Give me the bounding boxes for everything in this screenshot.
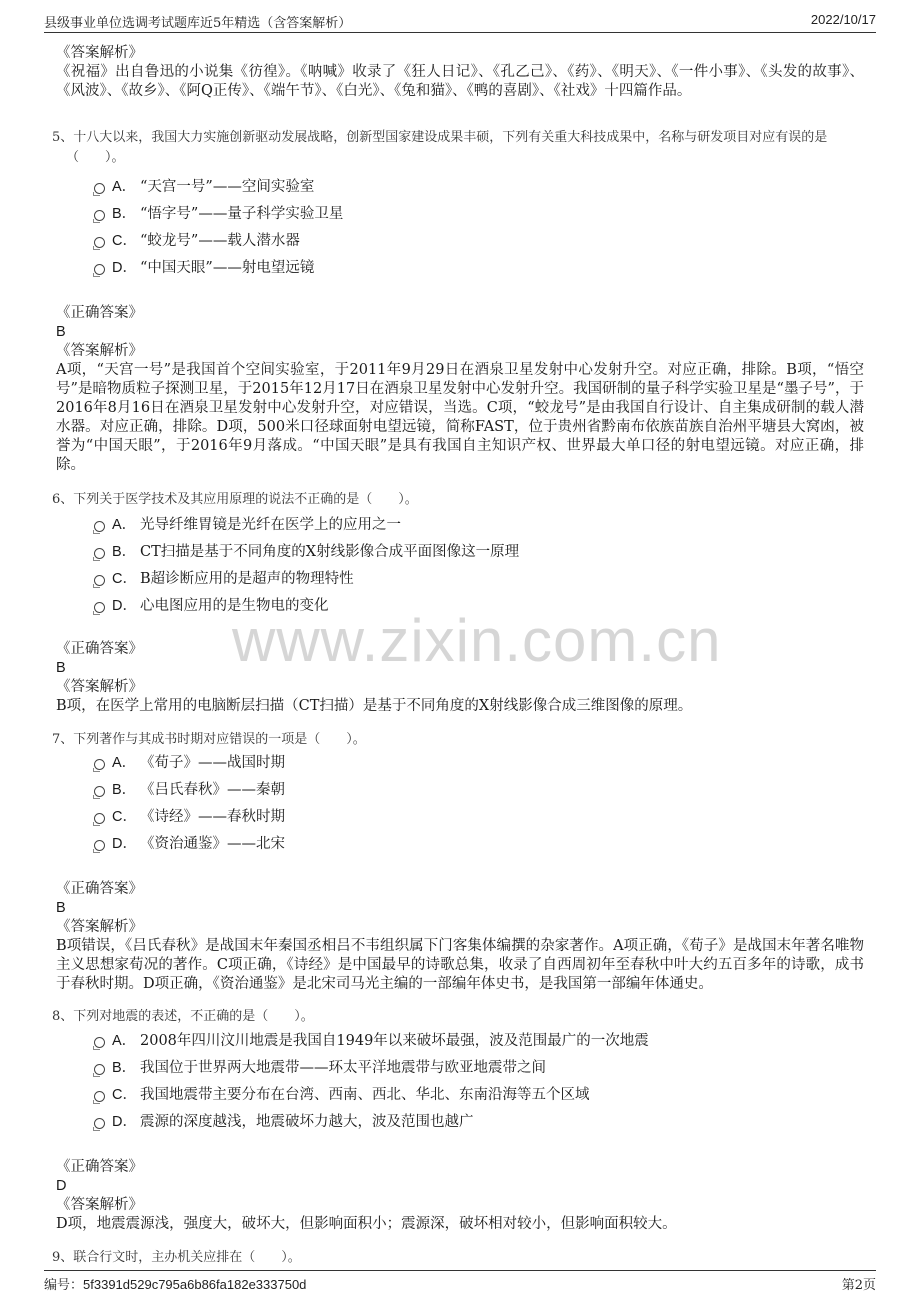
option-a[interactable]: A． “天宫一号”——空间实验室 <box>92 174 864 201</box>
correct-answer-label: 《正确答案》 <box>56 881 143 897</box>
watermark-text: www.zixin.com.cn <box>232 607 722 674</box>
analysis-text: B项，在医学上常用的电脑断层扫描（CT扫描）是基于不同角度的X射线影像合成三维图像的原理。 <box>56 698 693 714</box>
option-text: 2008年四川汶川地震是我国自1949年以来破坏最强，波及范围最广的一次地震 <box>140 1033 649 1049</box>
option-a[interactable]: A． 光导纤维胃镜是光纤在医学上的应用之一 <box>92 512 864 539</box>
option-b[interactable]: B． 《吕氏春秋》——秦朝 <box>92 777 864 804</box>
option-b[interactable]: B． 我国位于世界两大地震带——环太平洋地震带与欧亚地震带之间 <box>92 1055 864 1082</box>
option-a[interactable]: A． 2008年四川汶川地震是我国自1949年以来破坏最强，波及范围最广的一次地震 <box>92 1028 864 1055</box>
correct-answer: B <box>56 660 66 676</box>
correct-answer: B <box>56 324 66 340</box>
radio-icon[interactable] <box>94 813 105 824</box>
option-c[interactable]: C． “蛟龙号”——载人潜水器 <box>92 228 864 255</box>
radio-icon[interactable] <box>94 786 105 797</box>
analysis-text: D项，地震震源浅，强度大，破坏大，但影响面积小；震源深，破坏相对较小，但影响面积较大。 <box>56 1216 677 1232</box>
option-a[interactable]: A． 《荀子》——战国时期 <box>92 750 864 777</box>
option-c[interactable]: C． 《诗经》——春秋时期 <box>92 804 864 831</box>
option-text: 震源的深度越浅，地震破坏力越大，波及范围也越广 <box>140 1114 474 1130</box>
radio-icon[interactable] <box>94 602 105 613</box>
option-text: “天宫一号”——空间实验室 <box>140 179 315 195</box>
analysis-label: 《答案解析》 <box>56 45 143 61</box>
question-stem: 6、下列关于医学技术及其应用原理的说法不正确的是（ ）。 <box>52 492 418 507</box>
option-c[interactable]: C． 我国地震带主要分布在台湾、西南、西北、华北、东南沿海等五个区域 <box>92 1082 864 1109</box>
options-list <box>92 1028 864 1136</box>
analysis-text: B项错误，《吕氏春秋》是战国末年秦国丞相吕不韦组织属下门客集体编撰的杂家著作。A项正确，《荀子》是战国末年著名唯物主义思想家荀况的著作。C项正确，《诗经》是中国最早的诗歌总集，收录了自西周初年至春秋中叶大约五百多年的诗歌，成书于春秋时期。D项正确，《资治通鉴》是北宋司马光主编的一部编年体史书，是我国第一部编年体通史。 <box>56 938 864 992</box>
page-number: 第2页 <box>841 1278 876 1293</box>
option-text: “中国天眼”——射电望远镜 <box>140 260 315 276</box>
radio-icon[interactable] <box>94 1118 105 1129</box>
option-b[interactable]: B． CT扫描是基于不同角度的X射线影像合成平面图像这一原理 <box>92 539 864 566</box>
radio-icon[interactable] <box>94 575 105 586</box>
option-d[interactable]: D． 震源的深度越浅，地震破坏力越大，波及范围也越广 <box>92 1109 864 1136</box>
radio-icon[interactable] <box>94 183 105 194</box>
question-stem: 8、下列对地震的表述，不正确的是（ ）。 <box>52 1009 314 1024</box>
page-footer <box>44 1270 876 1293</box>
option-text: “悟字号”——量子科学实验卫星 <box>140 206 344 222</box>
option-d[interactable]: D． “中国天眼”——射电望远镜 <box>92 255 864 282</box>
option-text: 我国位于世界两大地震带——环太平洋地震带与欧亚地震带之间 <box>140 1060 546 1076</box>
analysis-label: 《答案解析》 <box>56 679 143 695</box>
option-b[interactable]: B． “悟字号”——量子科学实验卫星 <box>92 201 864 228</box>
analysis-label: 《答案解析》 <box>56 919 143 935</box>
option-text: “蛟龙号”——载人潜水器 <box>140 233 300 249</box>
option-text: 心电图应用的是生物电的变化 <box>140 598 329 614</box>
option-text: B超诊断应用的是超声的物理特性 <box>140 571 354 587</box>
question-5 <box>52 128 864 475</box>
options-list <box>92 512 864 620</box>
option-text: 《资治通鉴》——北宋 <box>140 836 285 852</box>
question-6 <box>52 490 864 716</box>
radio-icon[interactable] <box>94 210 105 221</box>
question-stem: 9、联合行文时，主办机关应排在（ ）。 <box>52 1250 301 1265</box>
option-text: 《荀子》——战国时期 <box>140 755 285 771</box>
question-7 <box>52 730 864 994</box>
radio-icon[interactable] <box>94 1037 105 1048</box>
analysis-text: A项，“天宫一号”是我国首个空间实验室，于2011年9月29日在酒泉卫星发射中心发射升空。对应正确，排除。B项，“悟空号”是暗物质粒子探测卫星，于2015年12月17日在酒泉卫星发射中心发射升空。我国研制的量子科学实验卫星是“墨子号”，于2016年8月16日在酒泉卫星发射中心发射升空，对应错误，当选。C项，“蛟龙号”是由我国自行设计、自主集成研制的载人潜水器。对应正确，排除。D项，500米口径球面射电望远镜，简称FAST，位于贵州省黔南布依族苗族自治州平塘县大窝凼，被誉为“中国天眼”，于2016年9月落成。“中国天眼”是具有我国自主知识产权、世界最大单口径的射电望远镜。对应正确，排除。 <box>56 362 864 473</box>
header-date: 2022/10/17 <box>810 12 876 27</box>
prev-analysis-block <box>56 44 864 101</box>
question-stem: 7、下列著作与其成书时期对应错误的一项是（ ）。 <box>52 732 366 747</box>
option-text: 光导纤维胃镜是光纤在医学上的应用之一 <box>140 517 401 533</box>
option-text: 《诗经》——春秋时期 <box>140 809 285 825</box>
option-d[interactable]: D． 心电图应用的是生物电的变化 <box>92 593 864 620</box>
radio-icon[interactable] <box>94 548 105 559</box>
option-d[interactable]: D． 《资治通鉴》——北宋 <box>92 831 864 858</box>
analysis-label: 《答案解析》 <box>56 1197 143 1213</box>
radio-icon[interactable] <box>94 759 105 770</box>
option-c[interactable]: C． B超诊断应用的是超声的物理特性 <box>92 566 864 593</box>
page-header <box>44 10 876 33</box>
question-stem: 5、十八大以来，我国大力实施创新驱动发展战略，创新型国家建设成果丰硕，下列有关重大科技成果中，名称与研发项目对应有误的是（ ）。 <box>52 130 828 165</box>
radio-icon[interactable] <box>94 237 105 248</box>
correct-answer: D <box>56 1178 67 1194</box>
analysis-label: 《答案解析》 <box>56 343 143 359</box>
option-text: 《吕氏春秋》——秦朝 <box>140 782 285 798</box>
options-list <box>92 174 864 282</box>
page-content <box>52 44 864 1268</box>
analysis-text: 《祝福》出自鲁迅的小说集《彷徨》。《呐喊》收录了《狂人日记》、《孔乙己》、《药》、《明天》、《一件小事》、《头发的故事》、《风波》、《故乡》、《阿Q正传》、《端午节》、《白光》、《兔和猫》、《鸭的喜剧》、《社戏》十四篇作品。 <box>56 64 864 99</box>
radio-icon[interactable] <box>94 840 105 851</box>
correct-answer-label: 《正确答案》 <box>56 641 143 657</box>
radio-icon[interactable] <box>94 1091 105 1102</box>
question-8 <box>52 1007 864 1234</box>
correct-answer-label: 《正确答案》 <box>56 305 143 321</box>
radio-icon[interactable] <box>94 521 105 532</box>
radio-icon[interactable] <box>94 1064 105 1075</box>
options-list <box>92 750 864 858</box>
correct-answer: B <box>56 900 66 916</box>
radio-icon[interactable] <box>94 264 105 275</box>
option-text: 我国地震带主要分布在台湾、西南、西北、华北、东南沿海等五个区域 <box>140 1087 590 1103</box>
document-title: 县级事业单位选调考试题库近5年精选（含答案解析） <box>44 16 352 31</box>
correct-answer-label: 《正确答案》 <box>56 1159 143 1175</box>
option-text: CT扫描是基于不同角度的X射线影像合成平面图像这一原理 <box>140 544 520 560</box>
document-code: 编号：5f3391d529c795a6b86fa182e333750d <box>44 1277 307 1293</box>
question-9 <box>52 1248 864 1268</box>
